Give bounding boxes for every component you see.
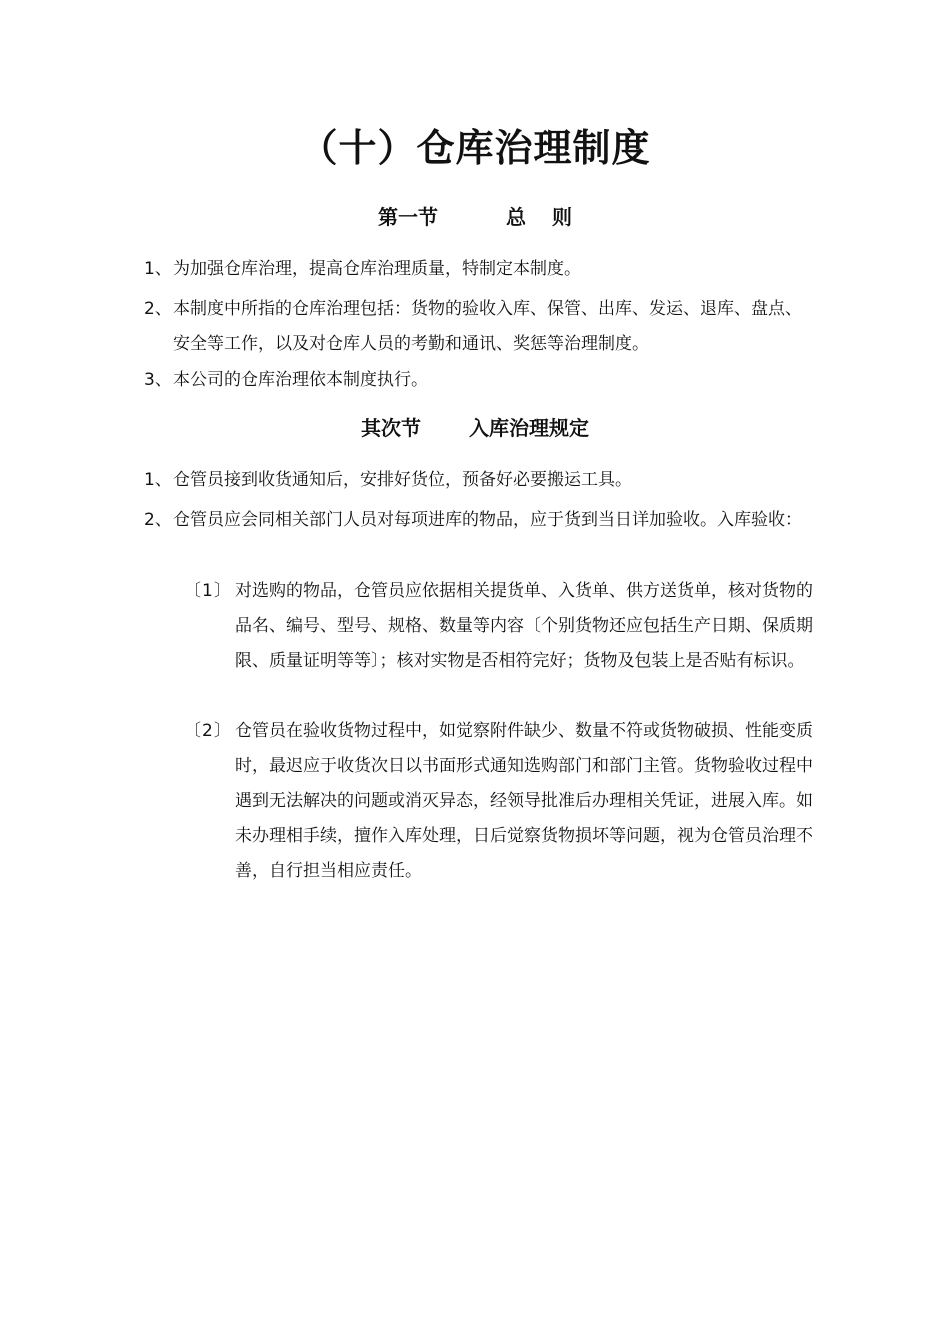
list-item-number: 2、 — [144, 510, 172, 530]
list-item-text: 为加强仓库治理，提高仓库治理质量，特制定本制度。 — [173, 259, 581, 279]
section-heading-inbound — [0, 413, 950, 443]
list-item-text: 本公司的仓库治理依本制度执行。 — [173, 370, 428, 390]
list-item — [144, 292, 814, 362]
sub-item-number: 〔1〕 — [184, 581, 232, 601]
sub-item-text: 对选购的物品，仓管员应依据相关提货单、入货单、供方送货单，核对货物的品名、编号、型号、规格、数量等内容〔个别货物还应包括生产日期、保质期限、质量证明等等〕；核对实物是否相符完好；货物及包装上是否贴有标识。 — [235, 581, 813, 671]
list-item — [144, 503, 814, 538]
section-label: 其次节 — [361, 416, 421, 440]
list-item-text: 本制度中所指的仓库治理包括：货物的验收入库、保管、出库、发运、退库、盘点、安全等工作，以及对仓库人员的考勤和通讯、奖惩等治理制度。 — [173, 299, 802, 354]
section-name: 入库治理规定 — [469, 416, 589, 440]
section-name-part: 总 — [506, 205, 526, 229]
sub-item — [184, 574, 814, 679]
list-item-number: 1、 — [144, 259, 172, 279]
list-item — [144, 363, 814, 398]
list-item-number: 2、 — [144, 299, 172, 319]
sub-item — [184, 714, 814, 889]
section-heading-general — [0, 202, 950, 232]
section-name-part: 则 — [552, 205, 572, 229]
sub-item-text: 仓管员在验收货物过程中，如觉察附件缺少、数量不符或货物破损、性能变质时，最迟应于收货次日以书面形式通知选购部门和部门主管。货物验收过程中遇到无法解决的问题或消灭异态，经领导批准后办理相关凭证，进展入库。如未办理相手续，擅作入库处理，日后觉察货物损坏等问题，视为仓管员治理不善，自行担当相应责任。 — [235, 721, 813, 881]
list-item-text: 仓管员接到收货通知后，安排好货位，预备好必要搬运工具。 — [173, 470, 632, 490]
list-item-text: 仓管员应会同相关部门人员对每项进库的物品，应于货到当日详加验收。入库验收： — [173, 510, 802, 530]
list-item — [144, 463, 814, 498]
list-item-number: 3、 — [144, 370, 172, 390]
page-title: （十）仓库治理制度 — [299, 126, 651, 170]
list-item-number: 1、 — [144, 470, 172, 490]
section-label: 第一节 — [378, 205, 438, 229]
list-item — [144, 252, 814, 287]
sub-item-number: 〔2〕 — [184, 721, 232, 741]
